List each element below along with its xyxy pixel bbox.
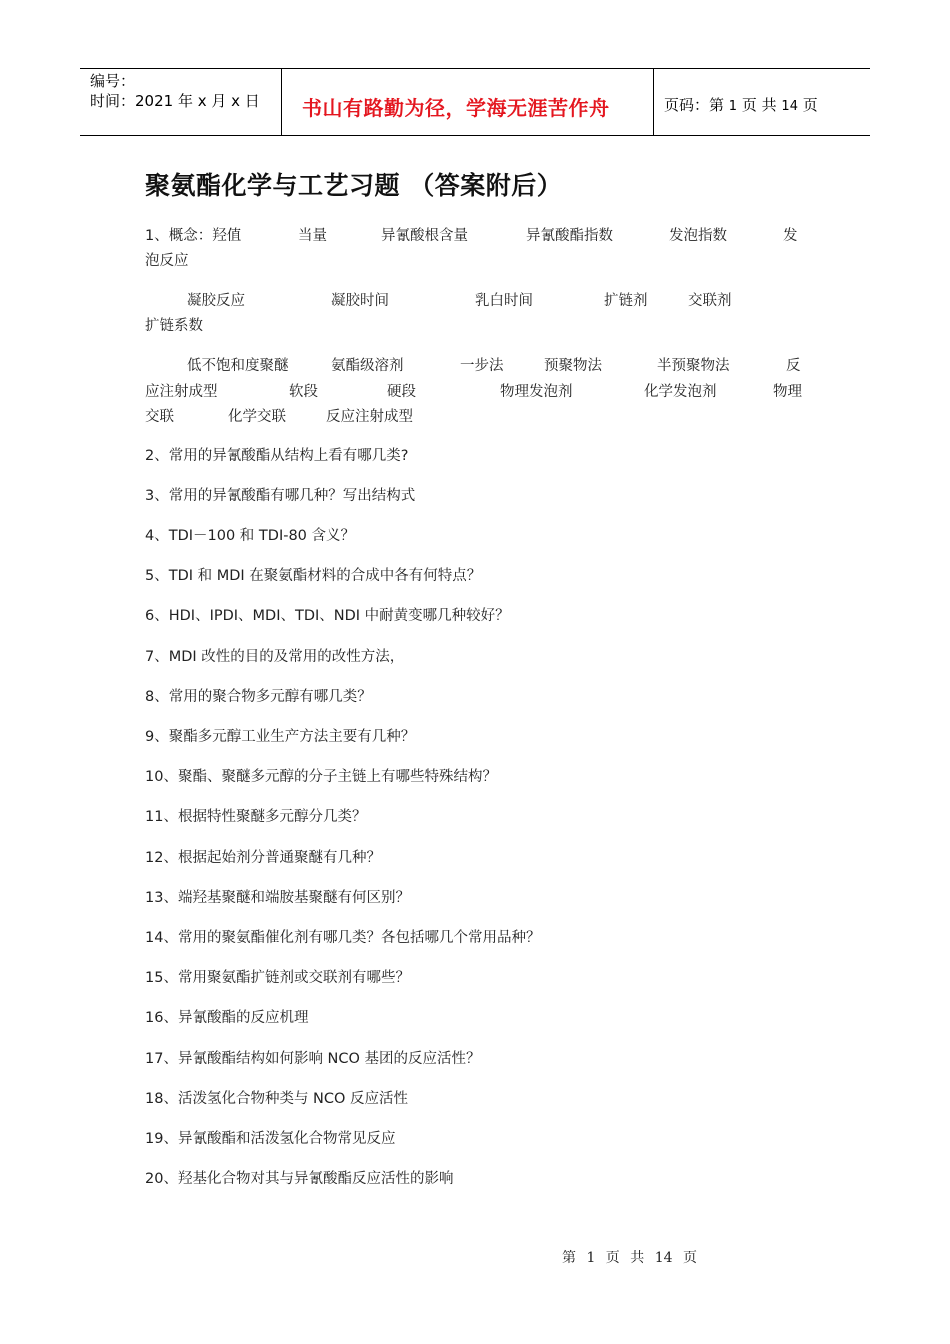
- question-item: 20、羟基化合物对其与异氰酸酯反应活性的影响: [145, 1171, 454, 1187]
- question-item: 8、常用的聚合物多元醇有哪几类？: [145, 689, 372, 705]
- page-header: [80, 68, 870, 136]
- motto-text: 书山有路勤为径，学海无涯苦作舟: [302, 96, 610, 120]
- time-label: 时间：2021 年 x 月 x 日: [90, 92, 260, 110]
- question-item: 6、HDI、IPDI、MDI、TDI、NDI 中耐黄变哪几种较好？: [145, 608, 510, 624]
- concept-term: 发泡指数: [669, 228, 727, 244]
- concept-term: 异氰酸酯指数: [526, 228, 613, 244]
- question-item: 11、根据特性聚醚多元醇分几类？: [145, 809, 367, 825]
- concept-term: 半预聚物法: [657, 358, 730, 374]
- concept-term: 交联剂: [688, 293, 732, 309]
- concept-term: 扩链系数: [145, 318, 203, 334]
- page-code: 页码：第 1 页 共 14 页: [664, 96, 818, 114]
- concept-term: 交联: [145, 409, 174, 425]
- header-page-cell: [654, 69, 870, 135]
- concept-term: 一步法: [460, 358, 504, 374]
- page-number: 1: [728, 99, 738, 114]
- concept-term: 物理: [773, 384, 802, 400]
- question-item: 10、聚酯、聚醚多元醇的分子主链上有哪些特殊结构？: [145, 769, 497, 785]
- question-item: 17、异氰酸酯结构如何影响 NCO 基团的反应活性？: [145, 1051, 481, 1067]
- concept-term: 化学交联: [228, 409, 286, 425]
- header-motto-cell: [282, 69, 654, 135]
- question-item: 19、异氰酸酯和活泼氢化合物常见反应: [145, 1131, 396, 1147]
- question-item: 15、常用聚氨酯扩链剂或交联剂有哪些？: [145, 970, 410, 986]
- question-item: 12、根据起始剂分普通聚醚有几种？: [145, 850, 381, 866]
- concept-term: 扩链剂: [604, 293, 648, 309]
- concept-term: 反: [786, 358, 801, 374]
- header-info-cell: [80, 69, 282, 135]
- concept-term: 当量: [298, 228, 327, 244]
- concept-term: 应注射成型: [145, 384, 218, 400]
- concept-prefix: 1、概念：羟值: [145, 228, 242, 244]
- concept-term: 硬段: [387, 384, 416, 400]
- question-item: 2、常用的异氰酸酯从结构上看有哪几类?: [145, 448, 409, 464]
- question-item: 16、异氰酸酯的反应机理: [145, 1010, 309, 1026]
- document-title: 聚氨酯化学与工艺习题 （答案附后）: [145, 171, 563, 200]
- concept-term: 软段: [289, 384, 318, 400]
- question-item: 4、TDI－100 和 TDI-80 含义？: [145, 528, 356, 544]
- concept-term: 预聚物法: [544, 358, 602, 374]
- concept-term: 氨酯级溶剂: [331, 358, 404, 374]
- concept-term: 凝胶时间: [331, 293, 389, 309]
- number-label: 编号：: [90, 72, 136, 90]
- question-item: 14、常用的聚氨酯催化剂有哪几类？各包括哪几个常用品种？: [145, 930, 541, 946]
- page-footer: 第 1 页 共 14 页: [562, 1250, 697, 1266]
- question-item: 3、常用的异氰酸酯有哪几种？写出结构式: [145, 488, 416, 504]
- question-item: 13、端羟基聚醚和端胺基聚醚有何区别？: [145, 890, 410, 906]
- concept-term: 乳白时间: [475, 293, 533, 309]
- concept-term: 低不饱和度聚醚: [187, 358, 289, 374]
- concept-term: 化学发泡剂: [644, 384, 717, 400]
- question-item: 5、TDI 和 MDI 在聚氨酯材料的合成中各有何特点？: [145, 568, 482, 584]
- question-item: 7、MDI 改性的目的及常用的改性方法，: [145, 649, 405, 665]
- concept-term: 异氰酸根含量: [381, 228, 468, 244]
- concept-term: 反应注射成型: [326, 409, 413, 425]
- concept-term: 发: [783, 228, 798, 244]
- page-total: 14: [781, 99, 798, 114]
- question-item: 18、活泼氢化合物种类与 NCO 反应活性: [145, 1091, 409, 1107]
- concept-term: 物理发泡剂: [500, 384, 573, 400]
- concept-term: 凝胶反应: [187, 293, 245, 309]
- question-item: 9、聚酯多元醇工业生产方法主要有几种？: [145, 729, 416, 745]
- concept-term: 泡反应: [145, 253, 189, 269]
